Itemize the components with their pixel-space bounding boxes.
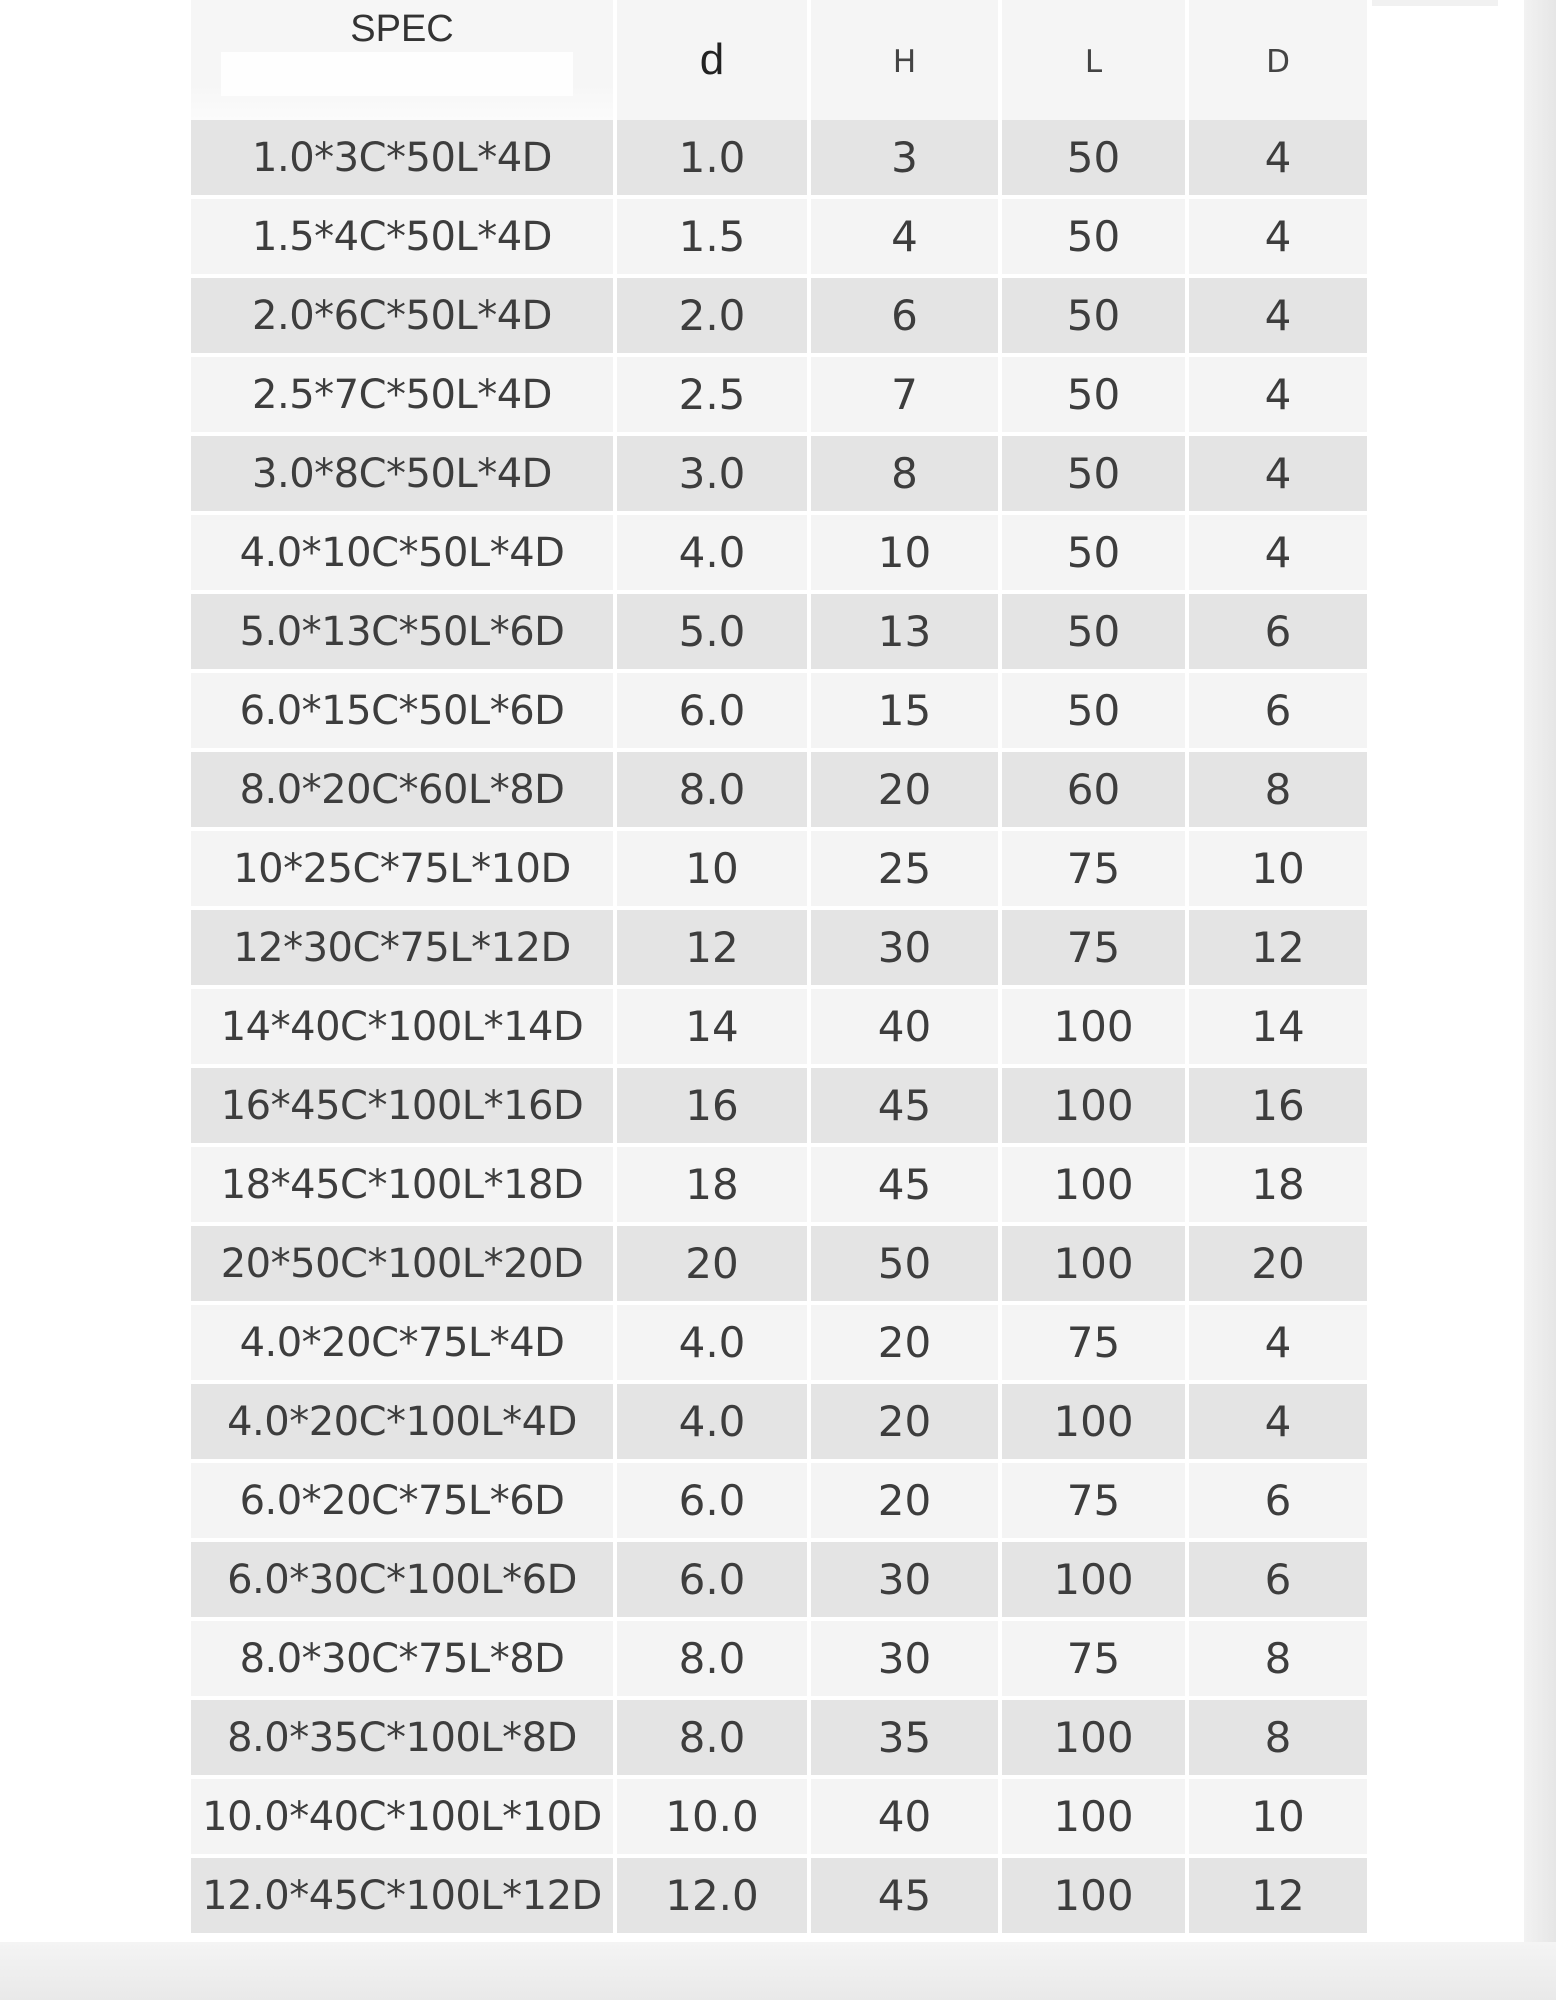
top-right-mark <box>1372 0 1498 6</box>
cell-l: 100 <box>1002 1700 1189 1779</box>
cell-d: 16 <box>617 1068 811 1147</box>
cell-spec: 2.0*6C*50L*4D <box>191 278 617 357</box>
cell-h: 20 <box>811 1384 1002 1463</box>
table-row <box>191 1858 1367 1937</box>
cell-dd: 6 <box>1189 1542 1367 1621</box>
cell-dd: 6 <box>1189 673 1367 752</box>
cell-l: 50 <box>1002 515 1189 594</box>
cell-l: 50 <box>1002 436 1189 515</box>
cell-h: 25 <box>811 831 1002 910</box>
cell-h: 8 <box>811 436 1002 515</box>
table-row <box>191 673 1367 752</box>
cell-d: 8.0 <box>617 752 811 831</box>
cell-dd: 18 <box>1189 1147 1367 1226</box>
cell-l: 50 <box>1002 120 1189 199</box>
cell-spec: 16*45C*100L*16D <box>191 1068 617 1147</box>
cell-d: 6.0 <box>617 673 811 752</box>
header-spec: SPEC <box>350 8 454 50</box>
cell-dd: 10 <box>1189 831 1367 910</box>
cell-spec: 4.0*10C*50L*4D <box>191 515 617 594</box>
cell-l: 75 <box>1002 831 1189 910</box>
table-row <box>191 436 1367 515</box>
cell-l: 100 <box>1002 1858 1189 1937</box>
cell-spec: 14*40C*100L*14D <box>191 989 617 1068</box>
cell-spec: 2.5*7C*50L*4D <box>191 357 617 436</box>
cell-h: 45 <box>811 1068 1002 1147</box>
cell-h: 45 <box>811 1147 1002 1226</box>
cell-dd: 4 <box>1189 357 1367 436</box>
table-row <box>191 1068 1367 1147</box>
cell-spec: 3.0*8C*50L*4D <box>191 436 617 515</box>
table-row <box>191 831 1367 910</box>
table-row <box>191 199 1367 278</box>
cell-dd: 8 <box>1189 1700 1367 1779</box>
cell-l: 75 <box>1002 1621 1189 1700</box>
table-row <box>191 278 1367 357</box>
table-row <box>191 1384 1367 1463</box>
cell-h: 50 <box>811 1226 1002 1305</box>
cell-dd: 6 <box>1189 594 1367 673</box>
cell-h: 20 <box>811 1305 1002 1384</box>
cell-spec: 6.0*30C*100L*6D <box>191 1542 617 1621</box>
cell-spec: 12*30C*75L*12D <box>191 910 617 989</box>
right-edge-shadow <box>1524 0 1556 2000</box>
cell-dd: 20 <box>1189 1226 1367 1305</box>
cell-d: 4.0 <box>617 515 811 594</box>
cell-dd: 14 <box>1189 989 1367 1068</box>
table-row <box>191 1700 1367 1779</box>
cell-h: 6 <box>811 278 1002 357</box>
cell-spec: 8.0*20C*60L*8D <box>191 752 617 831</box>
table-row <box>191 515 1367 594</box>
cell-l: 75 <box>1002 1305 1189 1384</box>
cell-d: 2.0 <box>617 278 811 357</box>
table-row <box>191 120 1367 199</box>
table-body <box>191 120 1367 1937</box>
cell-l: 50 <box>1002 278 1189 357</box>
cell-d: 12.0 <box>617 1858 811 1937</box>
table-row <box>191 357 1367 436</box>
cell-spec: 4.0*20C*75L*4D <box>191 1305 617 1384</box>
table-row <box>191 1621 1367 1700</box>
cell-d: 2.5 <box>617 357 811 436</box>
cell-h: 3 <box>811 120 1002 199</box>
table-row <box>191 1226 1367 1305</box>
header-l: L <box>1002 0 1189 120</box>
cell-d: 5.0 <box>617 594 811 673</box>
cell-dd: 12 <box>1189 910 1367 989</box>
table-row <box>191 910 1367 989</box>
bottom-edge-shadow <box>0 1942 1556 2000</box>
header-d: d <box>617 0 811 120</box>
header-spec-cell <box>191 0 617 120</box>
header-smudge <box>221 52 573 96</box>
cell-spec: 1.5*4C*50L*4D <box>191 199 617 278</box>
cell-h: 40 <box>811 989 1002 1068</box>
cell-spec: 18*45C*100L*18D <box>191 1147 617 1226</box>
cell-d: 1.5 <box>617 199 811 278</box>
cell-d: 14 <box>617 989 811 1068</box>
cell-d: 12 <box>617 910 811 989</box>
cell-h: 10 <box>811 515 1002 594</box>
cell-h: 40 <box>811 1779 1002 1858</box>
spec-table <box>191 0 1367 1937</box>
cell-dd: 4 <box>1189 1384 1367 1463</box>
header-dd: D <box>1189 0 1367 120</box>
cell-h: 13 <box>811 594 1002 673</box>
cell-dd: 10 <box>1189 1779 1367 1858</box>
cell-spec: 1.0*3C*50L*4D <box>191 120 617 199</box>
cell-dd: 4 <box>1189 436 1367 515</box>
cell-l: 50 <box>1002 594 1189 673</box>
table-row <box>191 594 1367 673</box>
cell-spec: 4.0*20C*100L*4D <box>191 1384 617 1463</box>
cell-l: 50 <box>1002 199 1189 278</box>
cell-l: 100 <box>1002 1779 1189 1858</box>
cell-spec: 6.0*20C*75L*6D <box>191 1463 617 1542</box>
cell-spec: 10.0*40C*100L*10D <box>191 1779 617 1858</box>
table-row <box>191 752 1367 831</box>
cell-h: 20 <box>811 1463 1002 1542</box>
cell-dd: 4 <box>1189 199 1367 278</box>
cell-spec: 5.0*13C*50L*6D <box>191 594 617 673</box>
cell-l: 100 <box>1002 1147 1189 1226</box>
cell-h: 15 <box>811 673 1002 752</box>
cell-spec: 20*50C*100L*20D <box>191 1226 617 1305</box>
cell-spec: 8.0*30C*75L*8D <box>191 1621 617 1700</box>
cell-d: 6.0 <box>617 1463 811 1542</box>
table-row <box>191 989 1367 1068</box>
cell-h: 45 <box>811 1858 1002 1937</box>
cell-h: 20 <box>811 752 1002 831</box>
cell-spec: 10*25C*75L*10D <box>191 831 617 910</box>
cell-dd: 16 <box>1189 1068 1367 1147</box>
cell-l: 75 <box>1002 1463 1189 1542</box>
header-h: H <box>811 0 1002 120</box>
cell-d: 1.0 <box>617 120 811 199</box>
cell-d: 18 <box>617 1147 811 1226</box>
cell-l: 100 <box>1002 1542 1189 1621</box>
cell-d: 6.0 <box>617 1542 811 1621</box>
cell-dd: 4 <box>1189 278 1367 357</box>
cell-d: 4.0 <box>617 1384 811 1463</box>
cell-h: 30 <box>811 1621 1002 1700</box>
cell-dd: 12 <box>1189 1858 1367 1937</box>
cell-l: 50 <box>1002 357 1189 436</box>
cell-h: 30 <box>811 910 1002 989</box>
header-row <box>191 0 1367 120</box>
cell-d: 10 <box>617 831 811 910</box>
table-row <box>191 1542 1367 1621</box>
cell-l: 50 <box>1002 673 1189 752</box>
cell-h: 30 <box>811 1542 1002 1621</box>
cell-dd: 4 <box>1189 515 1367 594</box>
cell-spec: 6.0*15C*50L*6D <box>191 673 617 752</box>
cell-spec: 12.0*45C*100L*12D <box>191 1858 617 1937</box>
cell-l: 100 <box>1002 1384 1189 1463</box>
table-row <box>191 1463 1367 1542</box>
cell-l: 100 <box>1002 1068 1189 1147</box>
cell-d: 20 <box>617 1226 811 1305</box>
cell-dd: 8 <box>1189 752 1367 831</box>
cell-h: 4 <box>811 199 1002 278</box>
cell-d: 10.0 <box>617 1779 811 1858</box>
table-row <box>191 1147 1367 1226</box>
cell-d: 8.0 <box>617 1621 811 1700</box>
cell-d: 3.0 <box>617 436 811 515</box>
cell-d: 8.0 <box>617 1700 811 1779</box>
cell-spec: 8.0*35C*100L*8D <box>191 1700 617 1779</box>
cell-h: 7 <box>811 357 1002 436</box>
cell-l: 60 <box>1002 752 1189 831</box>
cell-h: 35 <box>811 1700 1002 1779</box>
cell-dd: 6 <box>1189 1463 1367 1542</box>
cell-dd: 8 <box>1189 1621 1367 1700</box>
table-row <box>191 1779 1367 1858</box>
cell-dd: 4 <box>1189 1305 1367 1384</box>
cell-dd: 4 <box>1189 120 1367 199</box>
cell-l: 100 <box>1002 1226 1189 1305</box>
cell-l: 75 <box>1002 910 1189 989</box>
cell-l: 100 <box>1002 989 1189 1068</box>
cell-d: 4.0 <box>617 1305 811 1384</box>
table-row <box>191 1305 1367 1384</box>
